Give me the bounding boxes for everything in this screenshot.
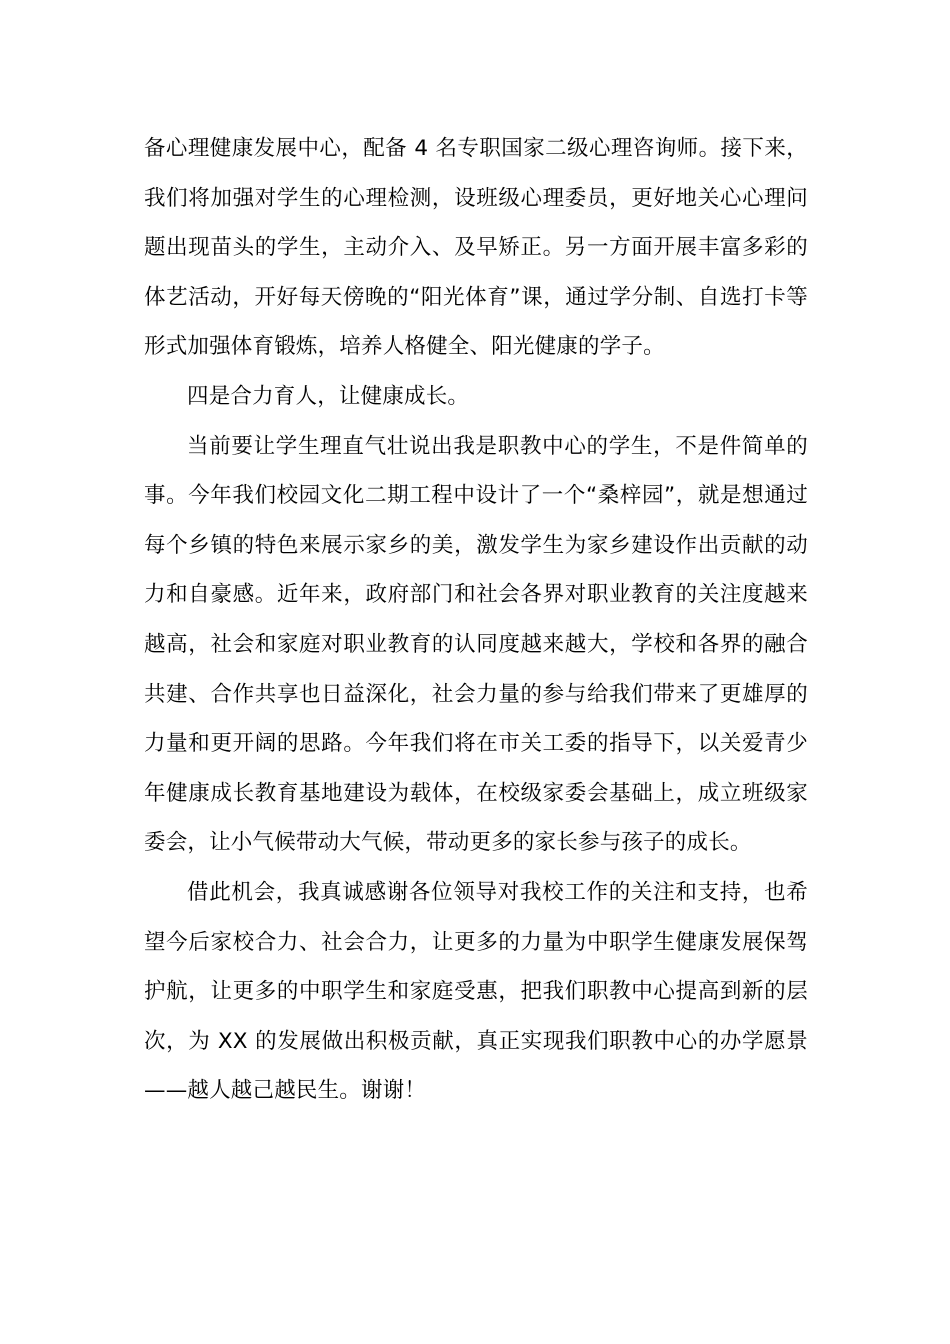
paragraph-closing-thanks: 借此机会，我真诚感谢各位领导对我校工作的关注和支持，也希望今后家校合力、社会合力，让更多的力量为中职学生健康发展保驾护航，让更多的中职学生和家庭受惠，把我们职教中心提高到新的层次，为 XX 的发展做出积极贡献，真正实现我们职教中心的办学愿景——越人越己越民生。谢谢！ [144,879,808,1104]
paragraph-school-culture: 当前要让学生理直气壮说出我是职教中心的学生，不是件简单的事。今年我们校园文化二期工程中设计了一个“桑梓园”，就是想通过每个乡镇的特色来展示家乡的美，激发学生为家乡建设作出贡献的动力和自豪感。近年来，政府部门和社会各界对职业教育的关注度越来越高，社会和家庭对职业教育的认同度越来越大，学校和各界的融合共建、合作共享也日益深化，社会力量的参与给我们带来了更雄厚的力量和更开阔的思路。今年我们将在市关工委的指导下，以关爱青少年健康成长教育基地建设为载体，在校级家委会基础上，成立班级家委会，让小气候带动大气候，带动更多的家长参与孩子的成长。 [144,433,808,856]
document-body [144,124,808,1116]
paragraph-heading-joint-education: 四是合力育人，让健康成长。 [187,383,470,409]
paragraph-psychological-health: 备心理健康发展中心，配备 4 名专职国家二级心理咨询师。接下来，我们将加强对学生的心理检测，设班级心理委员，更好地关心心理问题出现苗头的学生，主动介入、及早矫正。另一方面开展丰富多彩的体艺活动，开好每天傍晚的“阳光体育”课，通过学分制、自选打卡等形式加强体育锻炼，培养人格健全、阳光健康的学子。 [144,136,808,360]
